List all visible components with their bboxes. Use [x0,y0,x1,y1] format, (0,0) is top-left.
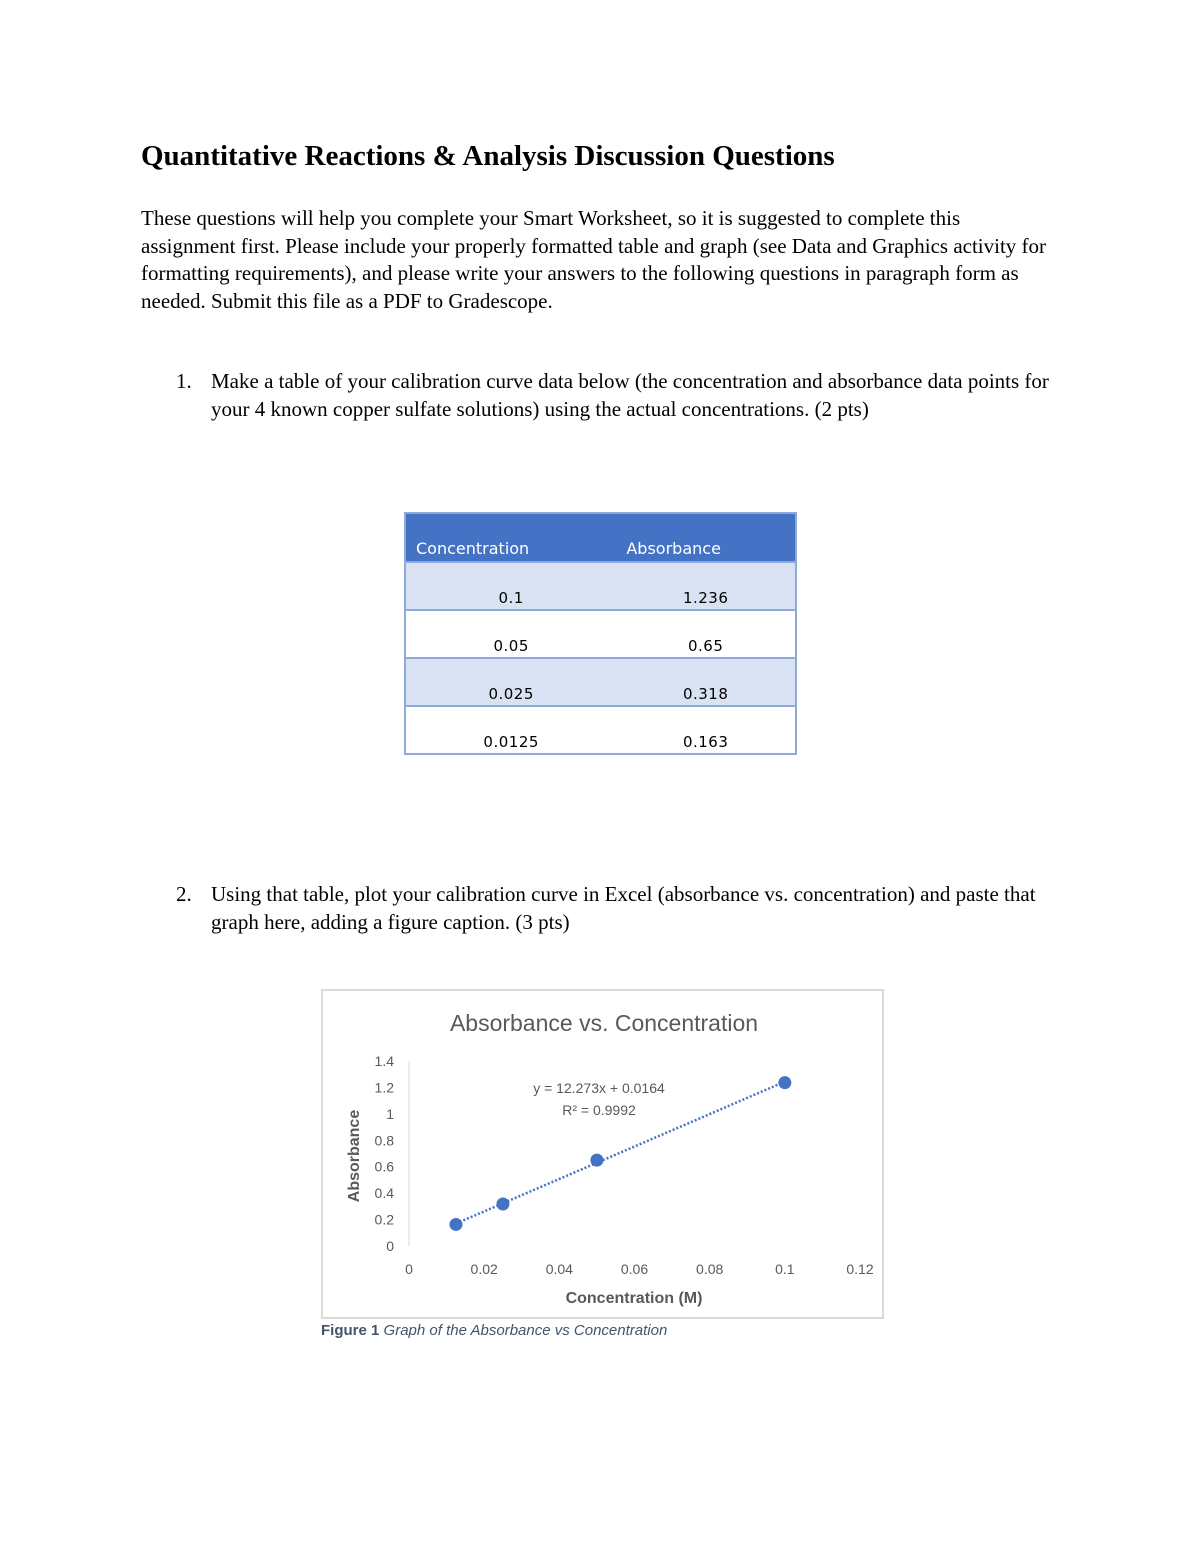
x-tick-label: 0.1 [775,1261,795,1277]
y-tick-label: 0 [386,1238,394,1254]
x-tick-label: 0.08 [696,1261,724,1277]
cell-absorbance: 0.163 [616,706,796,754]
cell-absorbance: 1.236 [616,562,796,610]
x-axis-label: Concentration (M) [565,1290,703,1307]
x-tick-label: 0.02 [470,1261,498,1277]
data-point [590,1154,603,1167]
intro-paragraph: These questions will help you complete your Smart Worksheet, so it is suggested to complete this assignment first. Please include your properly formatted table and graph (see Data and Graphics activity for formatting requirements), and please write your answers to the following questions in paragraph form as needed. Submit this file as a PDF to Gradescope. [141,206,1047,313]
cell-absorbance: 0.65 [616,610,796,658]
x-tick-label: 0.12 [846,1261,874,1277]
table-row [405,610,796,658]
trendline-r-squared: R² = 0.9992 [562,1102,636,1118]
header-concentration: Concentration [405,513,616,562]
question-text: Using that table, plot your calibration curve in Excel (absorbance vs. concentration) and paste that graph here, adding a figure caption. (3 pts) [211,882,1036,934]
y-axis-label: Absorbance [346,1109,363,1203]
y-tick-label: 0.4 [374,1185,394,1202]
data-point [449,1218,462,1231]
y-tick-label: 0.6 [374,1158,394,1175]
question-text: Make a table of your calibration curve data below (the concentration and absorbance data points for your 4 known copper sulfate solutions) using the actual concentrations. (2 pts) [211,369,1049,421]
question-2 [176,881,1066,936]
table-row [405,706,796,754]
x-tick-label: 0 [405,1261,413,1277]
table-row [405,562,796,610]
caption-label: Figure 1 [321,1322,380,1339]
cell-concentration: 0.025 [405,658,616,706]
question-number: 2. [176,882,192,906]
header-absorbance: Absorbance [616,513,796,562]
x-tick-label: 0.06 [620,1261,649,1277]
cell-concentration: 0.0125 [405,706,616,754]
x-tick-label: 0.04 [545,1261,573,1277]
chart-container [321,989,884,1319]
page-title: Quantitative Reactions & Analysis Discussion Questions [141,140,835,172]
question-number: 1. [176,369,192,393]
y-tick-label: 0.2 [374,1211,394,1228]
trendline-equation: y = 12.273x + 0.0164 [533,1080,665,1096]
y-tick-label: 1.2 [374,1079,394,1096]
table-header-row [405,513,796,562]
table-row [405,658,796,706]
cell-absorbance: 0.318 [616,658,796,706]
y-tick-label: 1.4 [374,1053,394,1069]
y-tick-label: 1 [386,1105,394,1122]
calibration-table [404,512,797,755]
data-point [778,1076,791,1089]
chart-title: Absorbance vs. Concentration [449,1010,759,1036]
y-tick-label: 0.8 [374,1132,394,1149]
question-1 [176,368,1066,423]
cell-concentration: 0.05 [405,610,616,658]
cell-concentration: 0.1 [405,562,616,610]
caption-text: Graph of the Absorbance vs Concentration [383,1322,668,1339]
absorbance-chart [323,991,882,1317]
figure-caption [321,1322,667,1339]
data-point [496,1197,509,1210]
